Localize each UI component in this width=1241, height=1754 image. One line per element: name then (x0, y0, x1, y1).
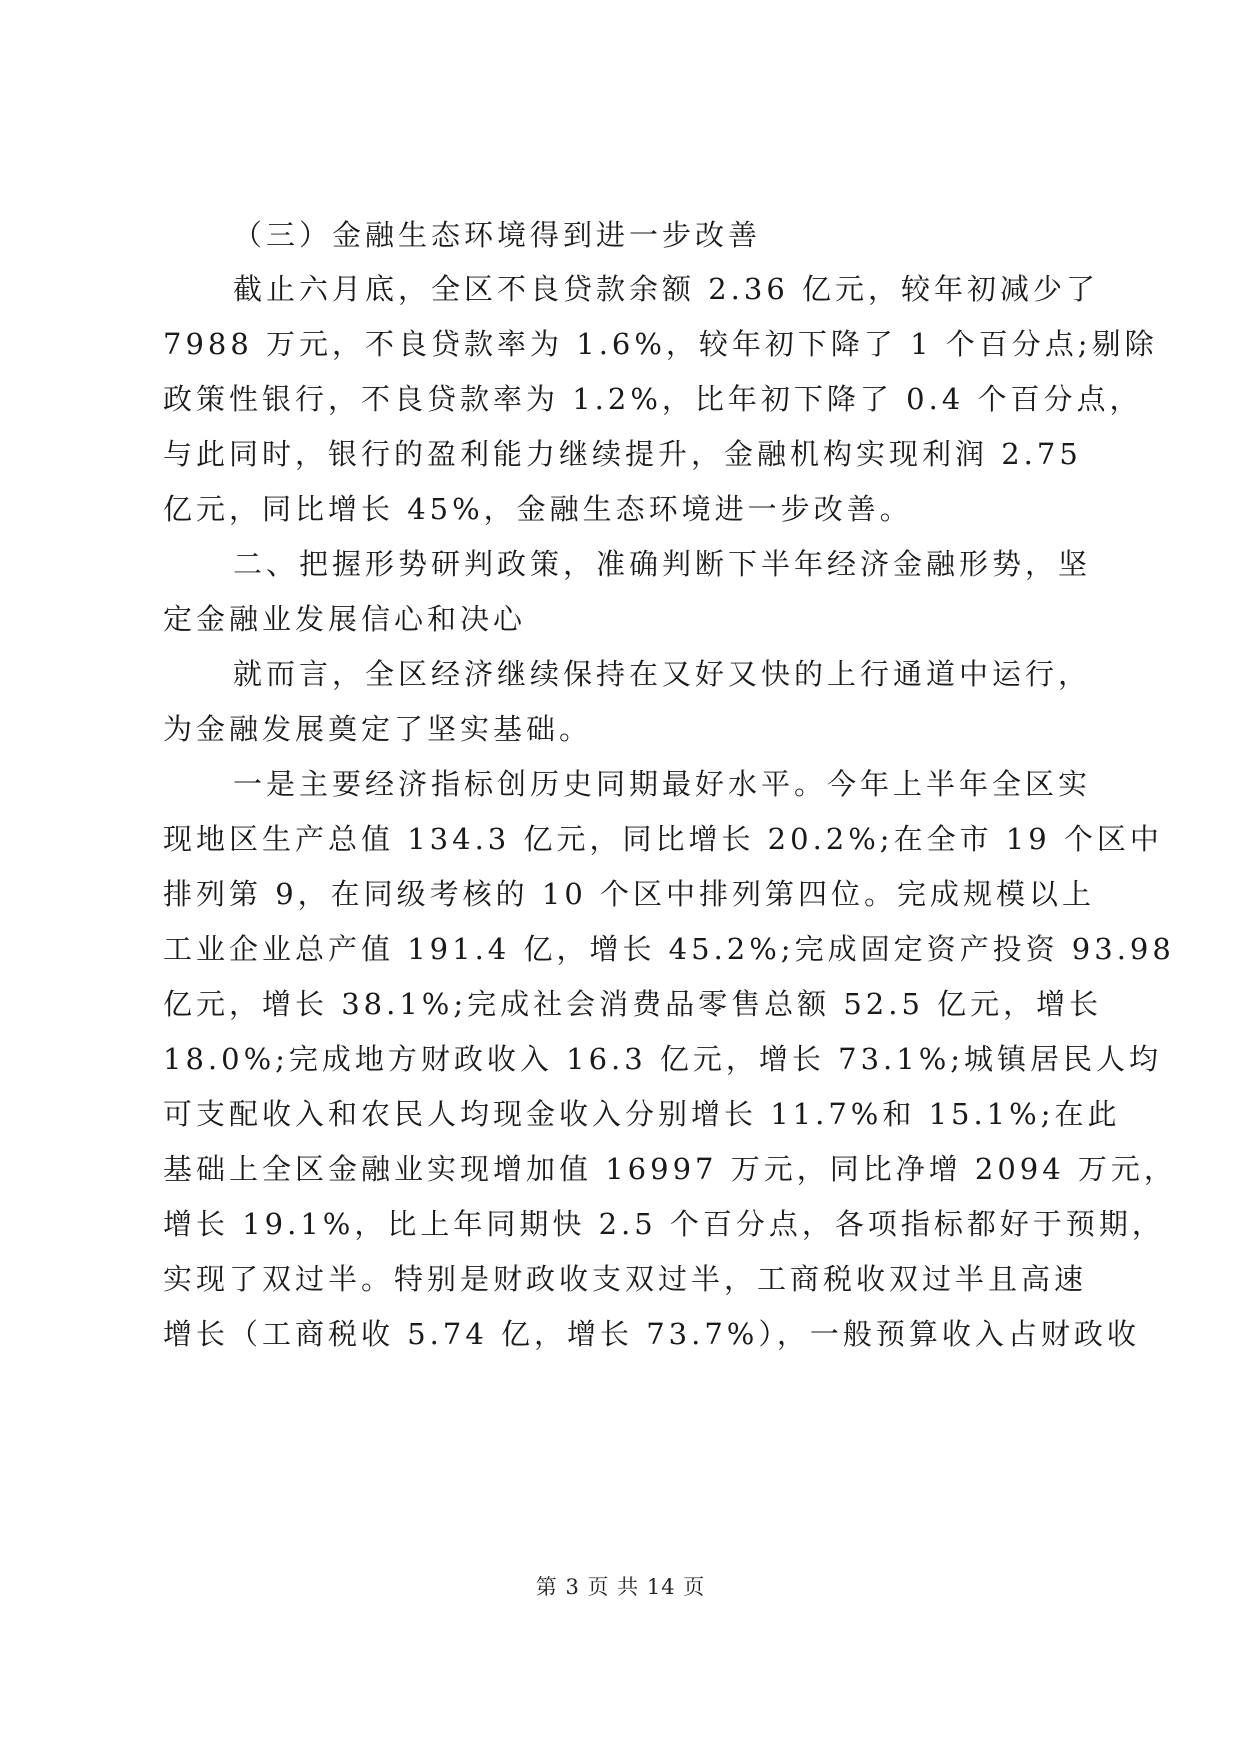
paragraph-line: 亿元，增长 38.1%;完成社会消费品零售总额 52.5 亿元，增长 (163, 987, 1103, 1021)
paragraph-line: 基础上全区金融业实现增加值 16997 万元，同比净增 2094 万元， (163, 1152, 1177, 1186)
paragraph-line: 增长 19.1%，比上年同期快 2.5 个百分点，各项指标都好于预期， (163, 1207, 1165, 1241)
paragraph-line: 就而言，全区经济继续保持在又好又快的上行通道中运行， (233, 657, 1092, 691)
paragraph-line: 为金融发展奠定了坚实基础。 (163, 712, 593, 746)
section-heading: 二、把握形势研判政策，准确判断下半年经济金融形势，坚 (233, 547, 1092, 581)
paragraph-line: 与此同时，银行的盈利能力继续提升，金融机构实现利润 2.75 (163, 437, 1082, 471)
paragraph-line: 亿元，同比增长 45%，金融生态环境进一步改善。 (163, 492, 913, 526)
paragraph-line: 排列第 9，在同级考核的 10 个区中排列第四位。完成规模以上 (163, 877, 1096, 911)
paragraph-line: 现地区生产总值 134.3 亿元，同比增长 20.2%;在全市 19 个区中 (163, 822, 1163, 856)
paragraph-line: 可支配收入和农民人均现金收入分别增长 11.7%和 15.1%;在此 (163, 1097, 1121, 1131)
paragraph-line: 实现了双过半。特别是财政收支双过半，工商税收双过半且高速 (163, 1262, 1088, 1296)
paragraph-line: 增长（工商税收 5.74 亿，增长 73.7%），一般预算收入占财政收 (163, 1317, 1140, 1351)
page-number-footer: 第 3 页 共 14 页 (535, 1575, 706, 1599)
paragraph-line: 政策性银行，不良贷款率为 1.2%，比年初下降了 0.4 个百分点， (163, 382, 1143, 416)
section-heading: （三）金融生态环境得到进一步改善 (233, 218, 762, 252)
paragraph-line: 7988 万元，不良贷款率为 1.6%，较年初下降了 1 个百分点;剔除 (163, 327, 1158, 361)
paragraph-line: 工业企业总产值 191.4 亿，增长 45.2%;完成固定资产投资 93.98 (163, 932, 1175, 966)
section-heading: 定金融业发展信心和决心 (163, 602, 527, 636)
paragraph-line: 18.0%;完成地方财政收入 16.3 亿元，增长 73.1%;城镇居民人均 (163, 1042, 1163, 1076)
paragraph-line: 一是主要经济指标创历史同期最好水平。今年上半年全区实 (233, 767, 1092, 801)
paragraph-line: 截止六月底，全区不良贷款余额 2.36 亿元，较年初减少了 (233, 272, 1100, 306)
